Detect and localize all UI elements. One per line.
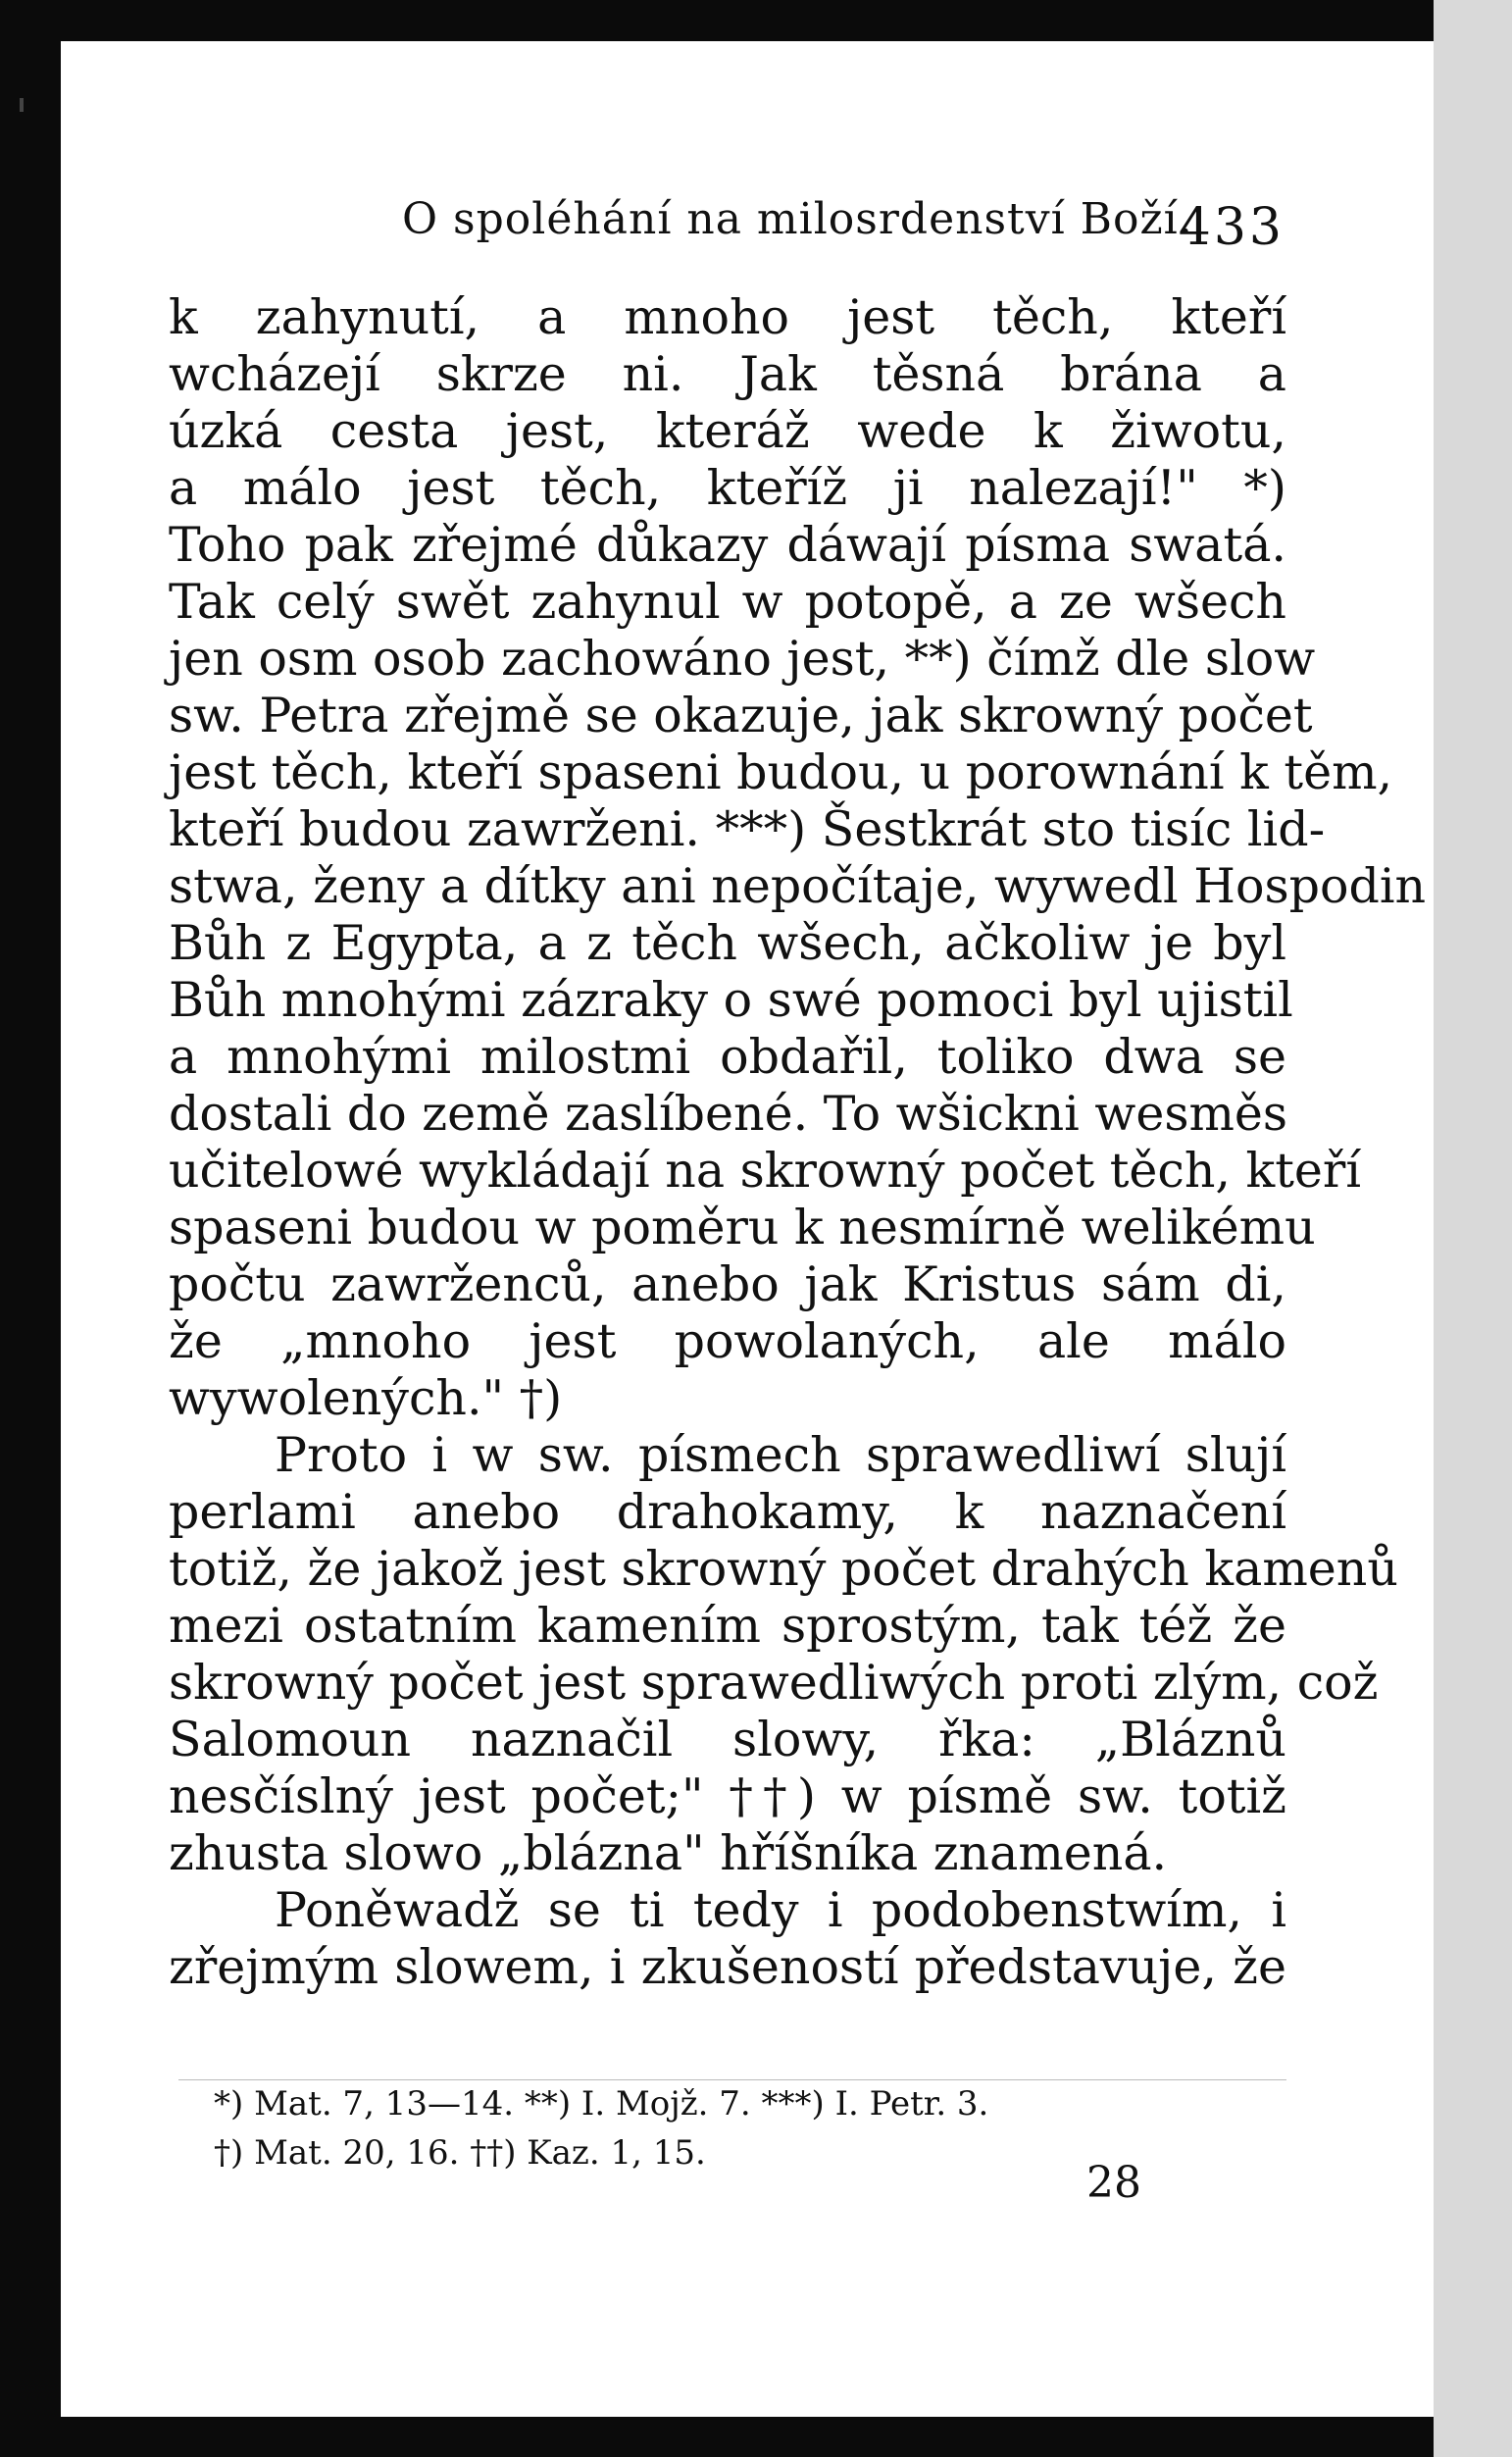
text-line: a málo jest těch, kteříž ji nalezají!" *) [169,460,1286,516]
text-line: Salomoun naznačil slowy, řka: „Bláznů [169,1712,1286,1767]
text-line: učitelowé wykládají na skrowný počet těch, kteří [169,1143,1362,1199]
text-line: wcházejí skrze ni. Jak těsná brána a [169,346,1286,402]
text-line: Proto i w sw. písmech sprawedliwí slují [275,1427,1286,1483]
text-line: spaseni budou w poměru k nesmírně welikému [169,1200,1316,1255]
text-line: Toho pak zřejmé důkazy dáwají písma swatá. [169,517,1286,573]
running-title: O spoléhání na milosrdenství Boží. [402,194,1193,244]
text-line: zhusta slowo „blázna" hříšníka znamená. [169,1825,1168,1881]
text-line: počtu zawrženců, anebo jak Kristus sám di, [169,1256,1286,1312]
text-line: mezi ostatním kamením sprostým, tak též že [169,1598,1286,1654]
page-number: 433 [1178,198,1285,257]
footnote-line: *) Mat. 7, 13—14. **) I. Mojž. 7. ***) I. Petr. 3. [214,2084,989,2124]
text-line: perlami anebo drahokamy, k naznačení [169,1484,1286,1540]
text-line: a mnohými milostmi obdařil, toliko dwa se [169,1029,1286,1085]
text-line: skrowný počet jest sprawedliwých proti zlým, což [169,1655,1379,1711]
text-line: jen osm osob zachowáno jest, **) čímž dle slow [169,631,1316,687]
text-line: sw. Petra zřejmě se okazuje, jak skrowný počet [169,688,1313,743]
text-line: Bůh mnohými zázraky o swé pomoci byl ujistil [169,972,1293,1028]
text-line: Bůh z Egypta, a z těch wšech, ačkoliw je byl [169,915,1286,971]
text-line: Poněwadž se ti tedy i podobenstwím, i [275,1882,1286,1938]
footnote-line: †) Mat. 20, 16. ††) Kaz. 1, 15. [214,2133,706,2173]
text-line: dostali do země zaslíbené. To wšickni wesměs [169,1086,1288,1142]
page-edge [1434,0,1512,2457]
text-line: wywolených." †) [169,1370,563,1426]
page-header [147,194,1285,273]
text-line: k zahynutí, a mnoho jest těch, kteří [169,289,1286,345]
text-line: že „mnoho jest powolaných, ale málo [169,1313,1286,1369]
text-line: Tak celý swět zahynul w potopě, a ze wšech [169,574,1286,630]
body-text [169,289,1427,1996]
text-line: nesčíslný jest počet;" ††) w písmě sw. totiž [169,1768,1286,1824]
text-line: totiž, že jakož jest skrowný počet drahých kamenů [169,1541,1398,1597]
text-line: úzká cesta jest, kteráž wede k žiwotu, [169,403,1286,459]
text-line: zřejmým slowem, i zkušeností představuje, že [169,1939,1286,1995]
signature-mark: 28 [1086,2158,1141,2208]
text-line: kteří budou zawrženi. ***) Šestkrát sto tisíc lid- [169,801,1326,857]
stray-mark [20,98,24,112]
text-line: jest těch, kteří spaseni budou, u porownání k těm, [169,744,1393,800]
text-line: stwa, ženy a dítky ani nepočítaje, wywedl Hospodin [169,858,1427,914]
